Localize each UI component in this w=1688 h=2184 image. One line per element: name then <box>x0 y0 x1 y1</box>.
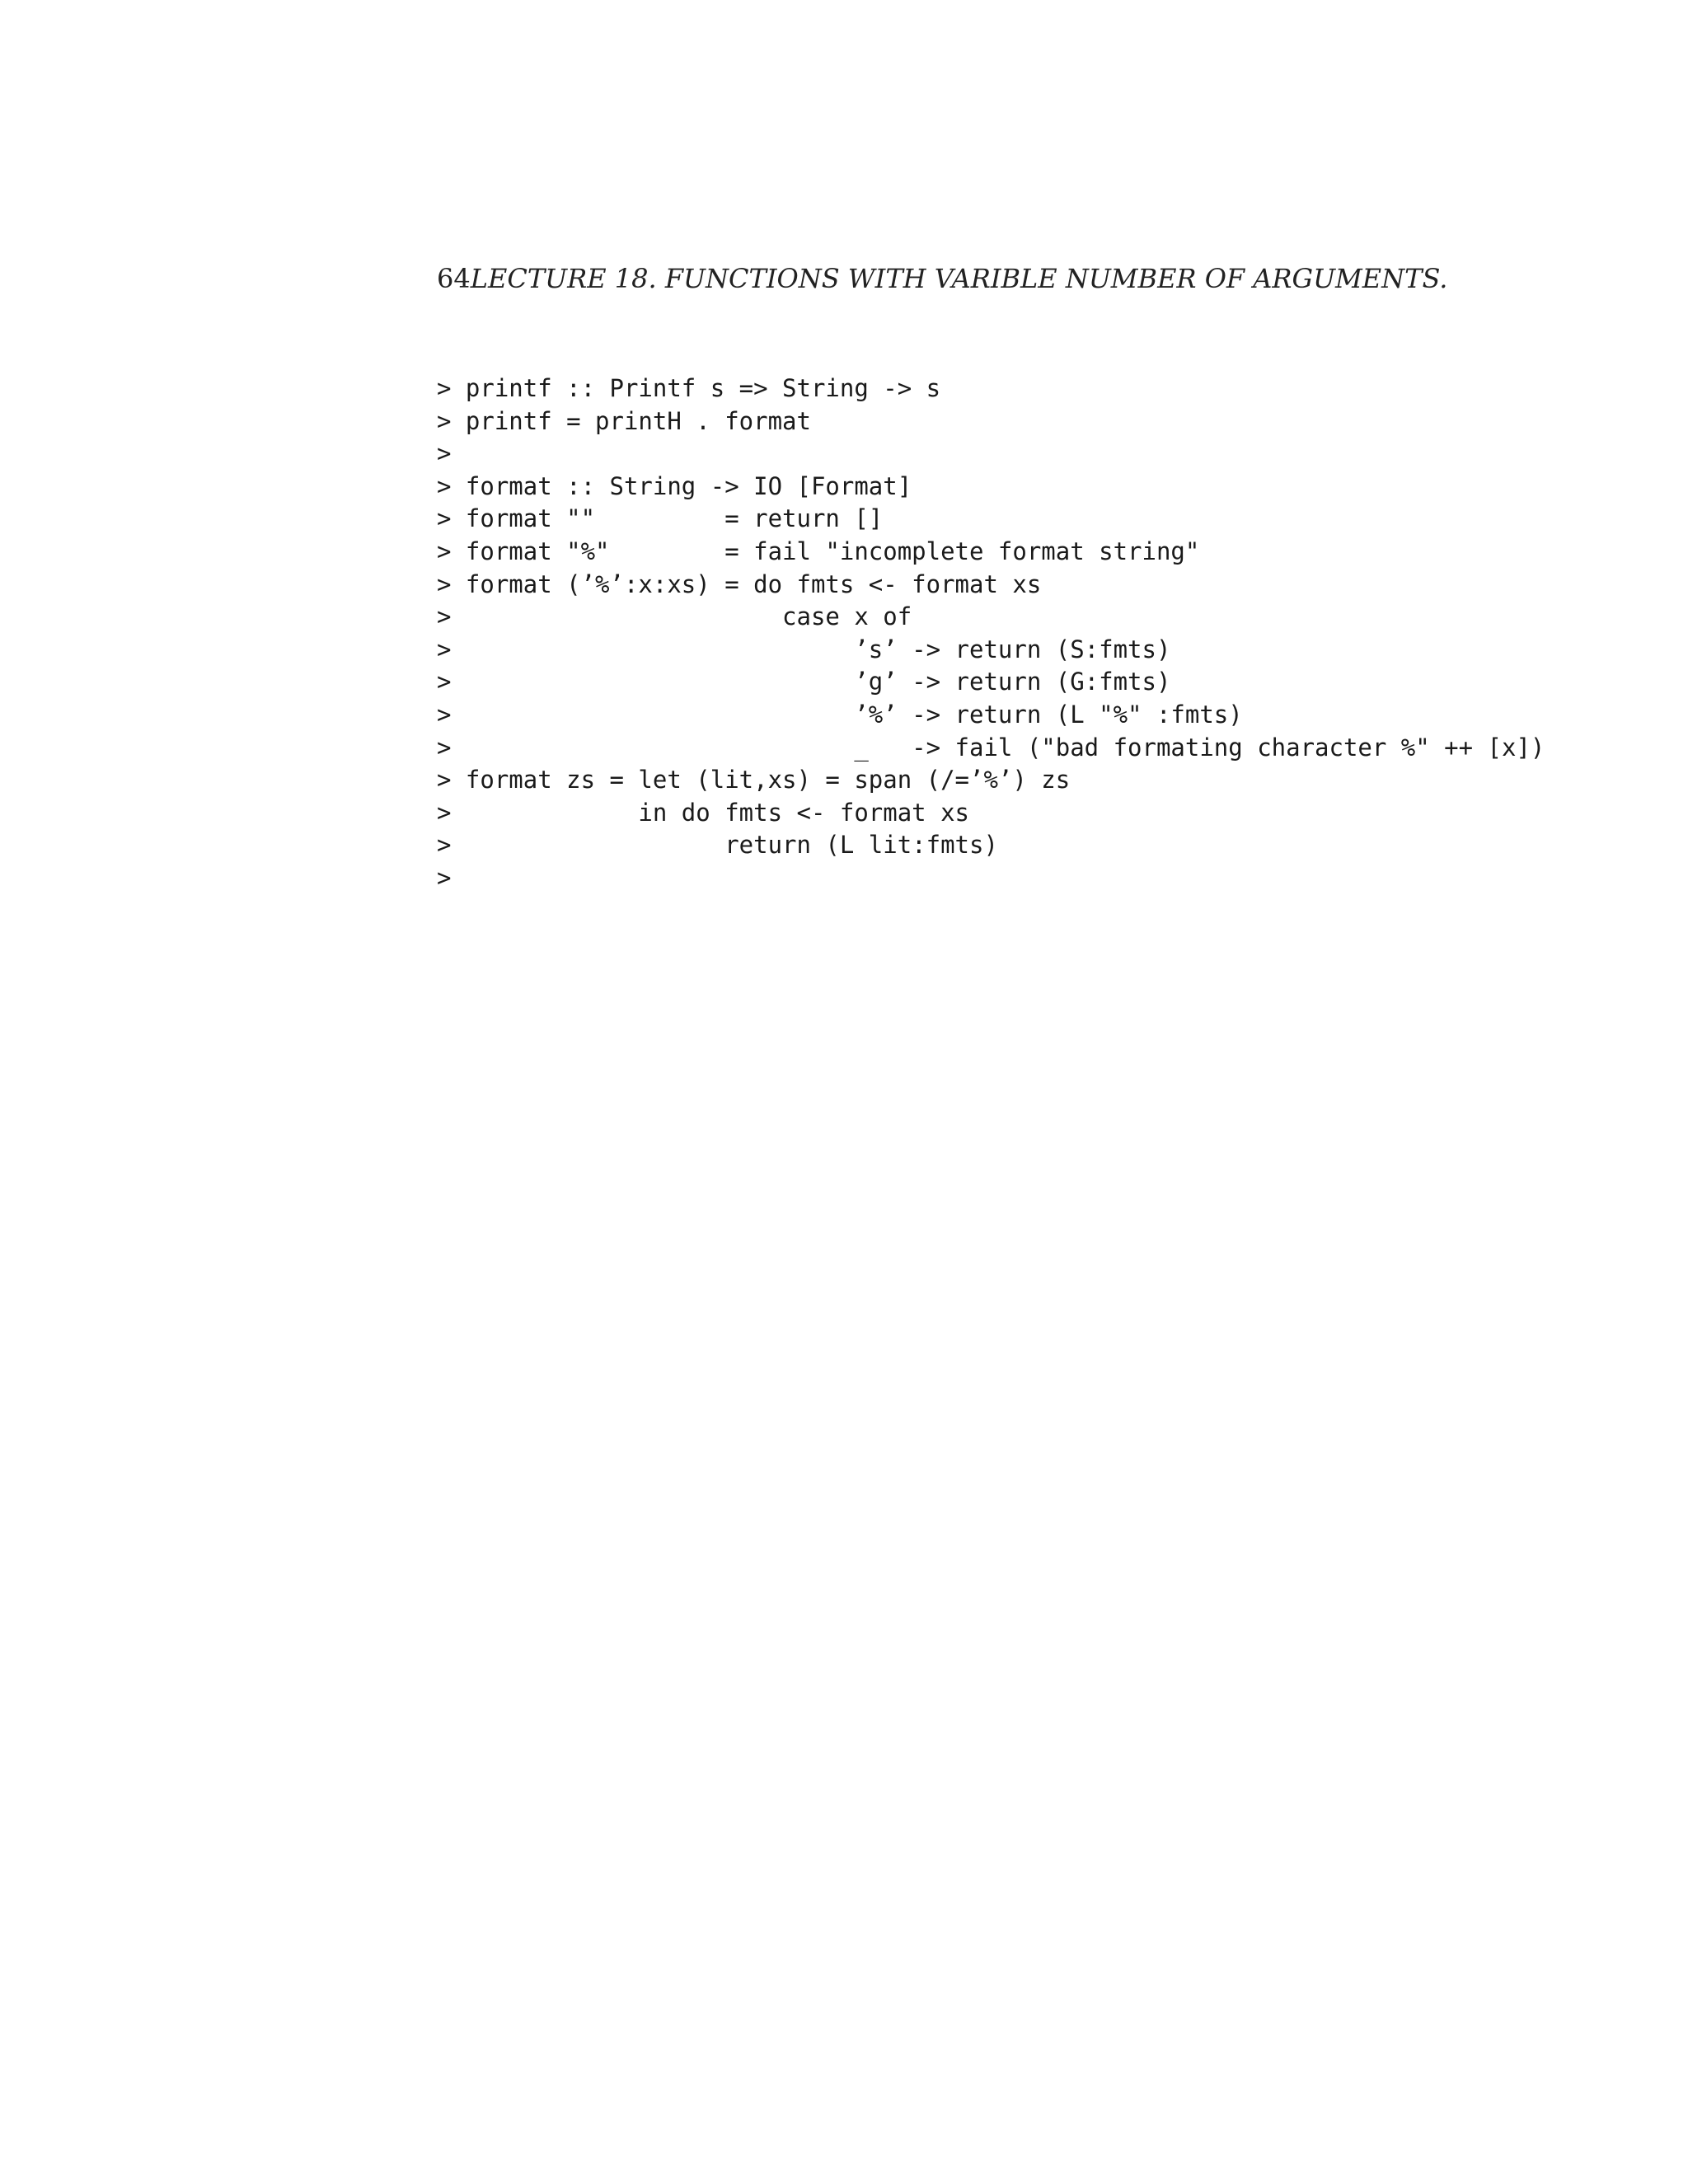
code-line: > <box>437 439 452 468</box>
code-line: > printf = printH . format <box>437 406 811 435</box>
code-line: > in do fmts <- format xs <box>437 798 970 827</box>
code-line: > format "" = return [] <box>437 504 884 533</box>
code-listing <box>437 373 1545 895</box>
code-line: > return (L lit:fmts) <box>437 831 998 860</box>
code-line: > ’g’ -> return (G:fmts) <box>437 668 1171 696</box>
code-line: > case x of <box>437 602 912 631</box>
code-line: > format :: String -> IO [Format] <box>437 471 912 500</box>
code-line: > <box>437 863 452 892</box>
code-line: > format "%" = fail "incomplete format string" <box>437 537 1200 565</box>
code-line: > format (’%’:x:xs) = do fmts <- format xs <box>437 569 1042 598</box>
code-line: > ’%’ -> return (L "%" :fmts) <box>437 700 1243 729</box>
chapter-title: LECTURE 18. FUNCTIONS WITH VARIBLE NUMBER OF ARGUMENTS. <box>470 263 1448 294</box>
running-head <box>437 262 1447 295</box>
code-line: > format zs = let (lit,xs) = span (/=’%’) zs <box>437 766 1071 794</box>
code-line: > printf :: Printf s => String -> s <box>437 374 941 402</box>
code-line: > _ -> fail ("bad formating character %" ++ [x]) <box>437 733 1545 762</box>
page-number: 64 <box>437 263 471 294</box>
code-line: > ’s’ -> return (S:fmts) <box>437 635 1171 663</box>
